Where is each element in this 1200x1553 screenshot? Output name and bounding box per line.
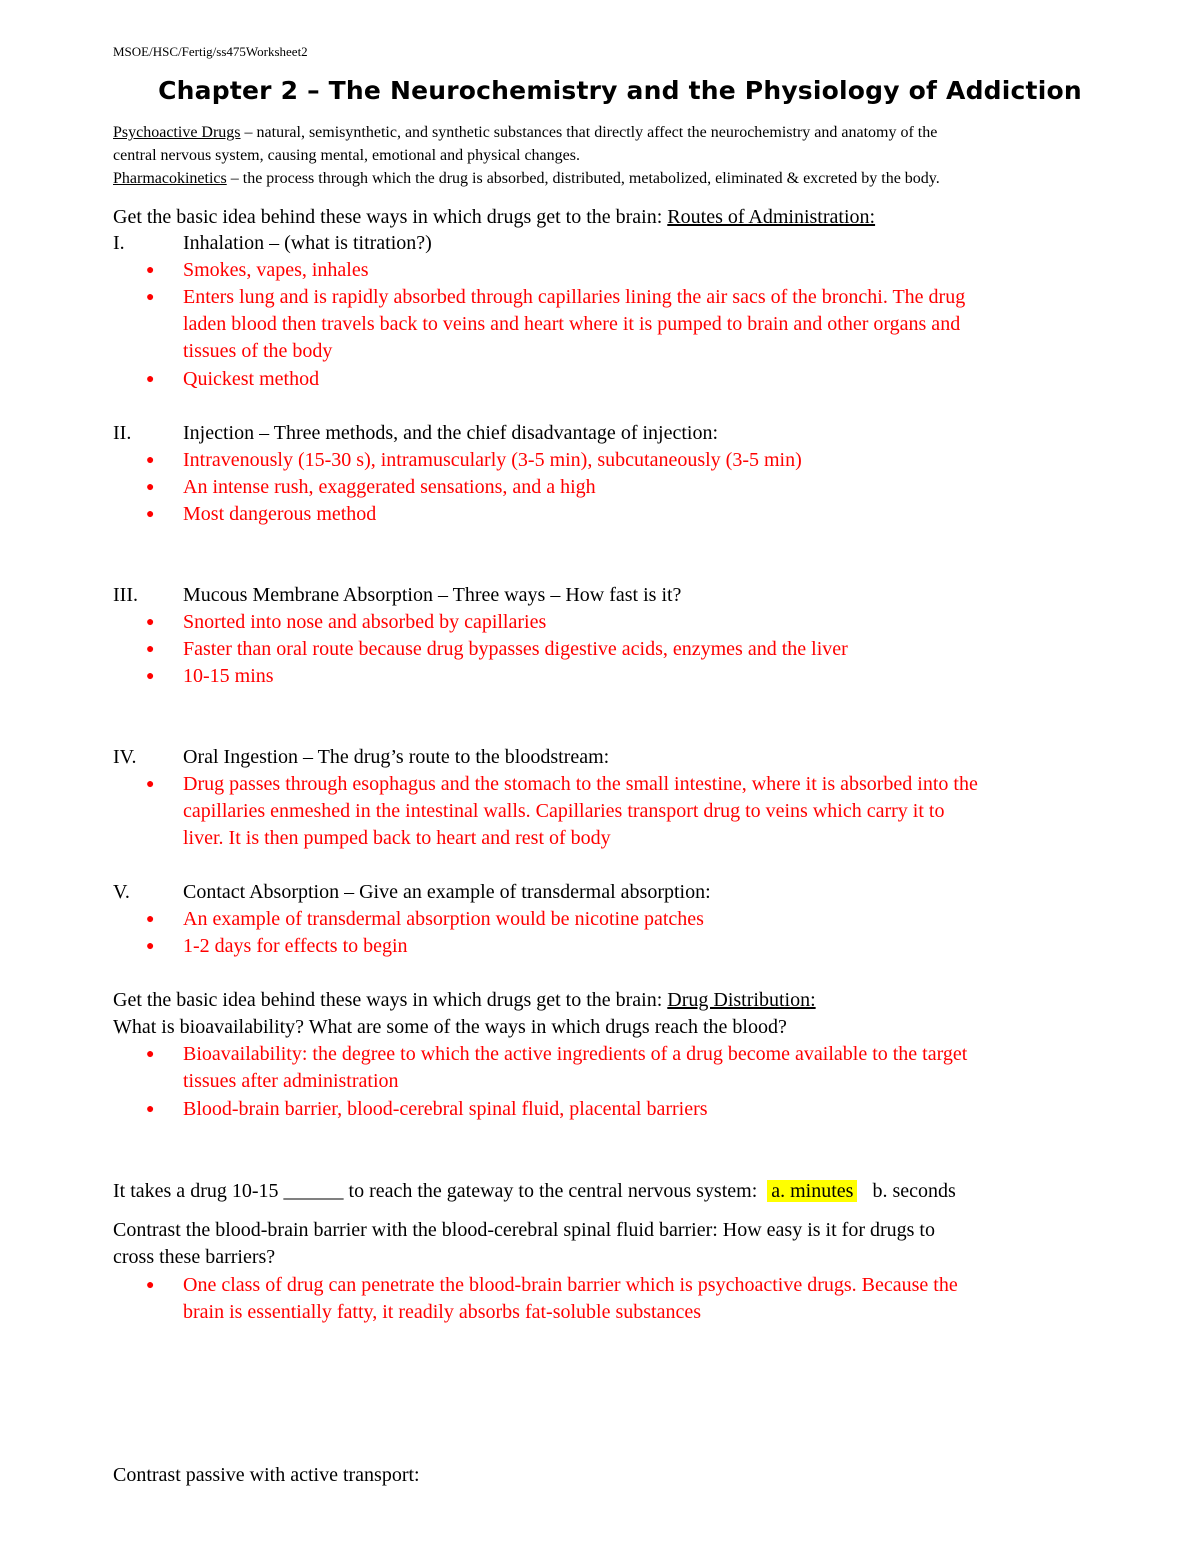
definition-psychoactive-cont: central nervous system, causing mental, emotional and physical changes.: [113, 147, 580, 164]
answer-text-continued: tissues of the body: [183, 340, 333, 362]
answer-text: Drug passes through esophagus and the stomach to the small intestine, where it is absorbed into the: [183, 773, 978, 795]
fill-in-question: [113, 1178, 956, 1205]
bullet-icon: ●: [146, 669, 155, 684]
routes-intro: [113, 204, 875, 231]
answer-text: Intravenously (15-30 s), intramuscularly (3-5 min), subcutaneously (3-5 min): [183, 449, 802, 471]
distribution-intro: [113, 987, 816, 1014]
bullet-icon: ●: [146, 507, 155, 522]
answer-text: An example of transdermal absorption would be nicotine patches: [183, 908, 704, 930]
answer-text-continued: laden blood then travels back to veins and heart where it is pumped to brain and other organs and: [183, 313, 961, 335]
answer-text: Smokes, vapes, inhales: [183, 259, 369, 281]
bullet-icon: ●: [146, 480, 155, 495]
term-psychoactive-drugs: Psychoactive Drugs: [113, 124, 241, 141]
bullet-icon: ●: [146, 642, 155, 657]
answer-text: 10-15 mins: [183, 665, 274, 687]
bullet-icon: ●: [146, 615, 155, 630]
route-label: Injection – Three methods, and the chief disadvantage of injection:: [183, 422, 719, 444]
page-title: Chapter 2 – The Neurochemistry and the Physiology of Addiction: [158, 76, 1082, 105]
answer-text: Faster than oral route because drug bypasses digestive acids, enzymes and the liver: [183, 638, 848, 660]
bullet-icon: ●: [146, 453, 155, 468]
bullet-icon: ●: [146, 912, 155, 927]
bullet-icon: ●: [146, 1278, 155, 1293]
contrast-transport-question: Contrast passive with active transport:: [113, 1464, 420, 1486]
answer-option-a-highlighted: a. minutes: [767, 1180, 857, 1202]
bullet-icon: ●: [146, 1047, 155, 1062]
answer-text: Snorted into nose and absorbed by capillaries: [183, 611, 547, 633]
bullet-icon: ●: [146, 263, 155, 278]
term-pharmacokinetics: Pharmacokinetics: [113, 170, 227, 187]
routes-intro-text: Get the basic idea behind these ways in which drugs get to the brain:: [113, 206, 668, 228]
answer-text: Enters lung and is rapidly absorbed through capillaries lining the air sacs of the bronchi. The drug: [183, 286, 966, 308]
bullet-icon: ●: [146, 1102, 155, 1117]
answer-text: Bioavailability: the degree to which the active ingredients of a drug become available to the target: [183, 1043, 968, 1065]
route-label: Mucous Membrane Absorption – Three ways – How fast is it?: [183, 584, 682, 606]
answer-option-b: b. seconds: [872, 1180, 956, 1202]
definition-pharmacokinetics: [113, 168, 940, 190]
route-label: Oral Ingestion – The drug’s route to the bloodstream:: [183, 746, 610, 768]
answer-text-continued: capillaries enmeshed in the intestinal walls. Capillaries transport drug to veins which carry it to: [183, 800, 945, 822]
answer-text: Most dangerous method: [183, 503, 377, 525]
route-numeral: V.: [113, 881, 130, 903]
bullet-icon: ●: [146, 777, 155, 792]
route-label: Inhalation – (what is titration?): [183, 232, 432, 254]
contrast-barriers-question: Contrast the blood-brain barrier with the blood-cerebral spinal fluid barrier: How easy is it for drugs to: [113, 1219, 935, 1241]
routes-of-administration-heading: Routes of Administration:: [667, 206, 876, 228]
definition-psychoactive-text: – natural, semisynthetic, and synthetic substances that directly affect the neurochemistry and anatomy of the: [240, 124, 938, 141]
document-header: MSOE/HSC/Fertig/ss475Worksheet2: [113, 44, 308, 59]
answer-text: An intense rush, exaggerated sensations, and a high: [183, 476, 596, 498]
bullet-icon: ●: [146, 939, 155, 954]
route-numeral: III.: [113, 584, 138, 606]
fill-in-question-text: It takes a drug 10-15 ______ to reach the gateway to the central nervous system:: [113, 1180, 758, 1202]
bullet-icon: ●: [146, 372, 155, 387]
route-numeral: I.: [113, 232, 125, 254]
definition-psychoactive: [113, 122, 937, 144]
route-label: Contact Absorption – Give an example of transdermal absorption:: [183, 881, 711, 903]
answer-text: Blood-brain barrier, blood-cerebral spinal fluid, placental barriers: [183, 1098, 708, 1120]
distribution-question: What is bioavailability? What are some of the ways in which drugs reach the blood?: [113, 1016, 787, 1038]
route-numeral: II.: [113, 422, 132, 444]
answer-text-continued: liver. It is then pumped back to heart and rest of body: [183, 827, 611, 849]
route-numeral: IV.: [113, 746, 137, 768]
answer-text: One class of drug can penetrate the blood-brain barrier which is psychoactive drugs. Because the: [183, 1274, 958, 1296]
answer-text: 1-2 days for effects to begin: [183, 935, 408, 957]
answer-text: Quickest method: [183, 368, 320, 390]
drug-distribution-heading: Drug Distribution:: [667, 989, 816, 1011]
distribution-intro-text: Get the basic idea behind these ways in which drugs get to the brain:: [113, 989, 668, 1011]
definition-pharmacokinetics-text: – the process through which the drug is absorbed, distributed, metabolized, eliminated & excreted by the body.: [226, 170, 940, 187]
contrast-barriers-question-cont: cross these barriers?: [113, 1246, 276, 1268]
bullet-icon: ●: [146, 290, 155, 305]
answer-text-continued: brain is essentially fatty, it readily absorbs fat-soluble substances: [183, 1301, 702, 1323]
answer-text-continued: tissues after administration: [183, 1070, 399, 1092]
